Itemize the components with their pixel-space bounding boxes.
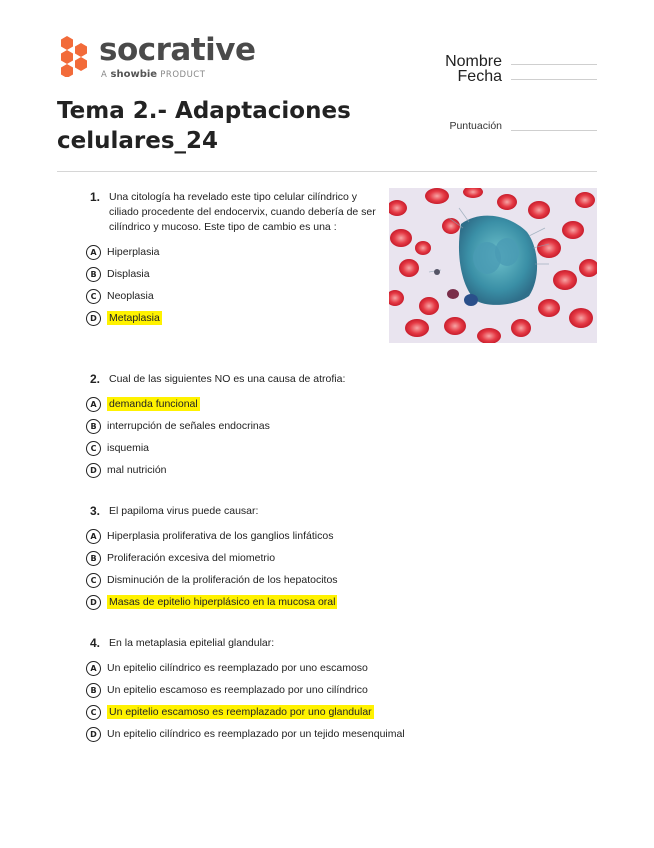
cytology-image: [389, 188, 597, 343]
question-2: [86, 372, 345, 481]
option-letter-badge: D: [86, 311, 101, 326]
score-label: Puntuación: [449, 120, 502, 132]
name-line: [511, 64, 597, 65]
option-c[interactable]: [86, 437, 345, 459]
option-d[interactable]: [86, 459, 345, 481]
option-letter-badge: A: [86, 661, 101, 676]
option-letter-badge: C: [86, 573, 101, 588]
quiz-title: Tema 2.- Adaptaciones celulares_24: [57, 98, 351, 154]
option-text: Displasia: [107, 268, 150, 280]
name-field[interactable]: [397, 53, 597, 70]
date-label: Fecha: [457, 68, 502, 85]
option-text: Un epitelio cilíndrico es reemplazado por un tejido mesenquimal: [107, 728, 405, 740]
option-a[interactable]: [86, 241, 376, 263]
option-text: Disminución de la proliferación de los hepatocitos: [107, 574, 338, 586]
option-letter-badge: A: [86, 245, 101, 260]
option-d[interactable]: [86, 723, 405, 745]
option-a[interactable]: [86, 525, 338, 547]
socrative-hexagon-logo-icon: [57, 35, 93, 77]
option-a[interactable]: [86, 393, 345, 415]
date-field[interactable]: [397, 68, 597, 85]
question-3: [86, 504, 338, 613]
option-text: mal nutrición: [107, 464, 167, 476]
brand-name: socrative: [99, 32, 256, 68]
header-divider: [57, 171, 597, 172]
option-c[interactable]: [86, 701, 405, 723]
option-text-highlighted: Masas de epitelio hiperplásico en la mucosa oral: [109, 596, 336, 608]
option-text-highlighted: Un epitelio escamoso es reemplazado por uno glandular: [109, 706, 372, 718]
option-letter-badge: C: [86, 705, 101, 720]
option-letter-badge: D: [86, 595, 101, 610]
question-number: 3.: [90, 504, 101, 518]
option-b[interactable]: [86, 547, 338, 569]
option-letter-badge: C: [86, 441, 101, 456]
option-c[interactable]: [86, 569, 338, 591]
option-letter-badge: A: [86, 529, 101, 544]
option-b[interactable]: [86, 679, 405, 701]
question-text: Cual de las siguientes NO es una causa de atrofia:: [109, 373, 346, 385]
socrative-logo: [57, 33, 257, 83]
option-text: isquemia: [107, 442, 150, 454]
option-c[interactable]: [86, 285, 376, 307]
question-text: El papiloma virus puede causar:: [109, 505, 259, 517]
question-number: 2.: [90, 372, 101, 386]
option-text: Un epitelio cilíndrico es reemplazado por uno escamoso: [107, 662, 368, 674]
score-field[interactable]: [347, 120, 597, 134]
option-b[interactable]: [86, 263, 376, 285]
option-letter-badge: B: [86, 419, 101, 434]
question-number: 4.: [90, 636, 101, 650]
brand-tagline: A showbie PRODUCT: [101, 69, 206, 80]
option-text: Un epitelio escamoso es reemplazado por uno cilíndrico: [107, 684, 368, 696]
cytology-micrograph-icon: [389, 188, 597, 343]
option-text-highlighted: Metaplasia: [109, 312, 160, 324]
option-text: Hiperplasia: [107, 246, 160, 258]
name-label: Nombre: [445, 53, 502, 70]
option-text: Neoplasia: [107, 290, 154, 302]
question-1: [86, 190, 376, 329]
option-letter-badge: D: [86, 463, 101, 478]
question-text: En la metaplasia epitelial glandular:: [109, 637, 275, 649]
option-text: interrupción de señales endocrinas: [107, 420, 270, 432]
question-number: 1.: [90, 190, 101, 204]
option-letter-badge: B: [86, 551, 101, 566]
question-text: Una citología ha revelado este tipo celular cilíndrico y ciliado procedente del endocervix, cuando debería de ser cilíndrico y mucoso. Este tipo de cambio es una :: [109, 191, 376, 233]
option-a[interactable]: [86, 657, 405, 679]
option-letter-badge: B: [86, 683, 101, 698]
option-letter-badge: C: [86, 289, 101, 304]
score-line: [511, 130, 597, 131]
option-text-highlighted: demanda funcional: [109, 398, 198, 410]
option-letter-badge: A: [86, 397, 101, 412]
option-d[interactable]: [86, 591, 338, 613]
option-text: Proliferación excesiva del miometrio: [107, 552, 276, 564]
question-4: [86, 636, 405, 745]
option-letter-badge: D: [86, 727, 101, 742]
option-text: Hiperplasia proliferativa de los ganglios linfáticos: [107, 530, 334, 542]
option-d[interactable]: [86, 307, 376, 329]
option-letter-badge: B: [86, 267, 101, 282]
date-line: [511, 79, 597, 80]
option-b[interactable]: [86, 415, 345, 437]
